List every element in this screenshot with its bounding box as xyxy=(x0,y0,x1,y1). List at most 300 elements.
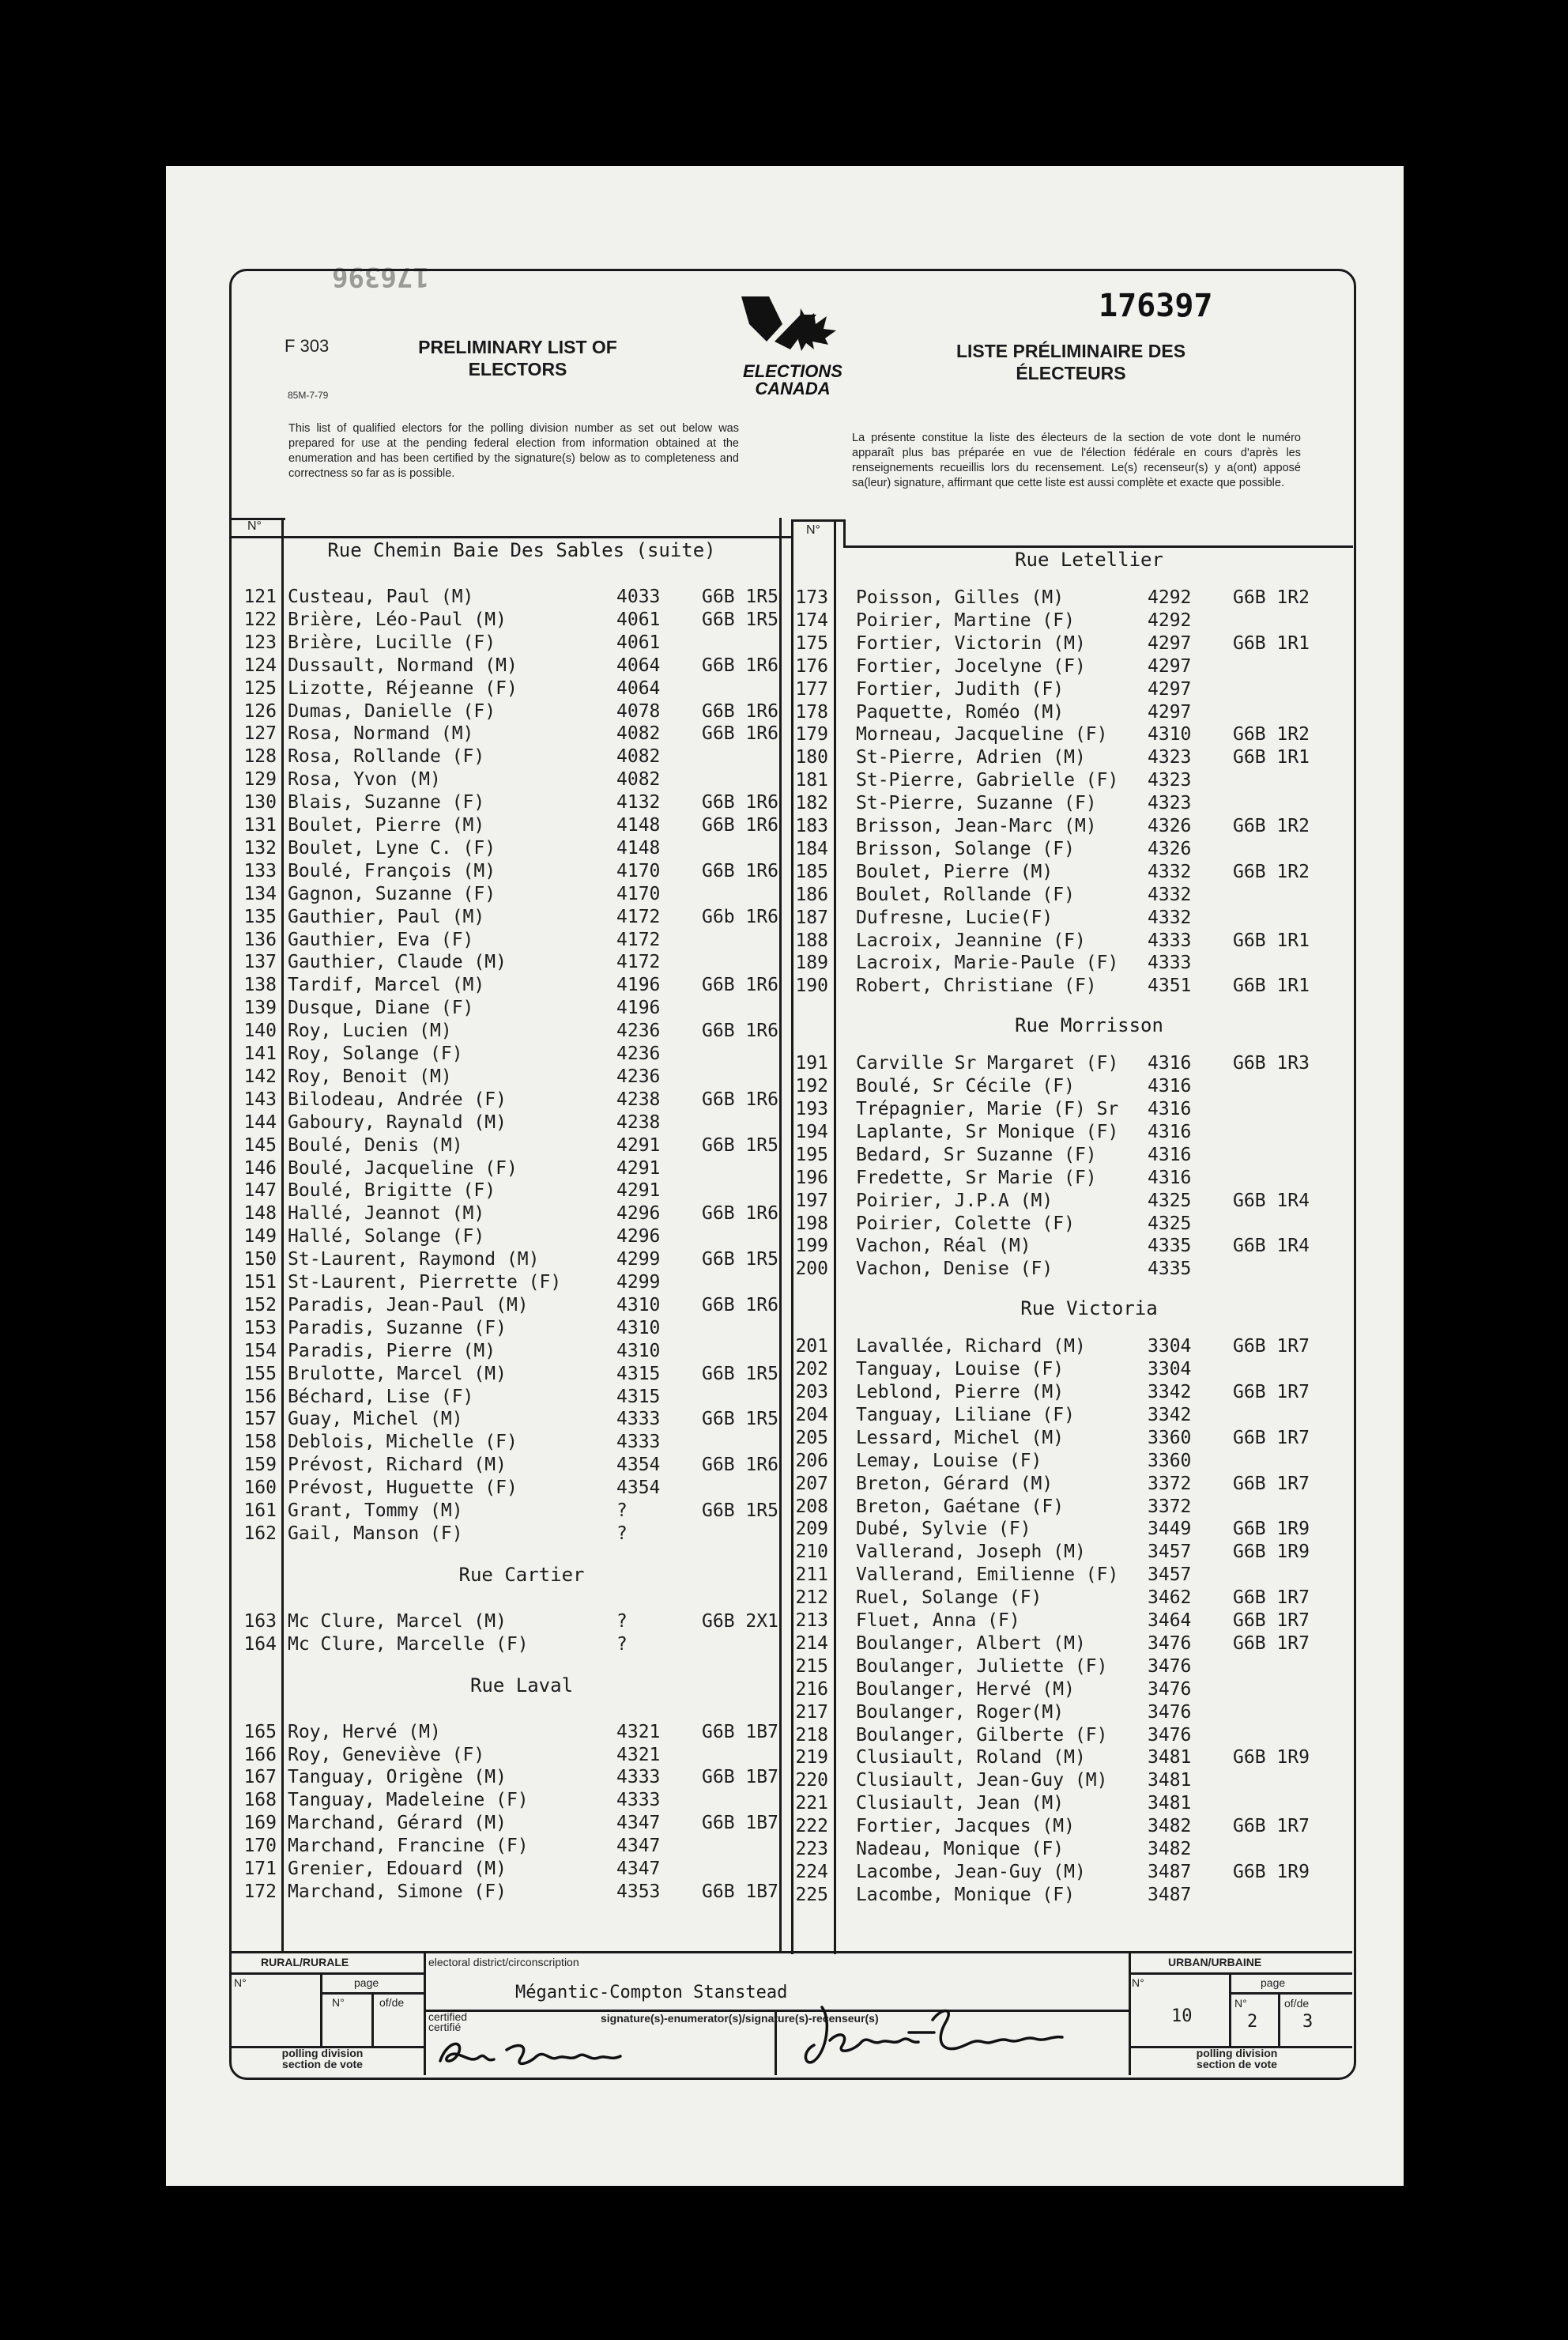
elector-address: 4323 xyxy=(1148,793,1192,814)
svg-text:ELECTIONS: ELECTIONS xyxy=(743,361,842,381)
elector-postal-code: G6B 1R3 xyxy=(1233,1053,1310,1074)
elector-name: Dumas, Danielle (F) xyxy=(288,700,496,722)
elector-address: 3462 xyxy=(1148,1587,1192,1609)
elector-postal-code: G6B 1R6 xyxy=(702,1455,778,1476)
elector-name: Gauthier, Eva (F) xyxy=(288,929,474,950)
elector-address: 4353 xyxy=(616,1881,661,1902)
elector-name: St-Laurent, Pierrette (F) xyxy=(288,1272,562,1293)
elector-name: Brière, Lucille (F) xyxy=(288,632,496,653)
elector-postal-code: G6B 1R6 xyxy=(702,792,778,813)
elector-name: Fluet, Anna (F) xyxy=(856,1610,1020,1631)
elector-number: 145 xyxy=(243,1134,277,1156)
elector-name: Marchand, Francine (F) xyxy=(288,1836,529,1857)
elector-name: Brisson, Jean-Marc (M) xyxy=(856,816,1097,836)
elector-address: 4292 xyxy=(1148,587,1192,608)
elector-number: 212 xyxy=(795,1587,828,1609)
elector-name: Breton, Gérard (M) xyxy=(856,1473,1054,1494)
elector-row xyxy=(0,816,1568,838)
elector-name: Dussault, Normand (M) xyxy=(288,655,518,676)
elector-row xyxy=(0,656,1568,678)
title-english: PRELIMINARY LIST OF ELECTORS xyxy=(418,337,617,379)
elector-address: 3342 xyxy=(1148,1382,1192,1402)
title-french: LISTE PRÉLIMINAIRE DES ÉLECTEURS xyxy=(956,341,1186,383)
elector-name: Lemay, Louise (F) xyxy=(856,1450,1042,1471)
elector-number: 167 xyxy=(243,1767,277,1788)
elector-number: 133 xyxy=(243,860,277,881)
elector-name: Hallé, Jeannot (M) xyxy=(288,1203,485,1225)
elector-name: Vachon, Denise (F) xyxy=(856,1259,1054,1280)
elector-postal-code: G6B 1R5 xyxy=(702,1363,778,1384)
elector-postal-code: G6B 1R9 xyxy=(1233,1861,1310,1882)
elector-address: 4332 xyxy=(1148,884,1192,905)
elector-address: 4316 xyxy=(1148,1167,1192,1188)
elector-address: ? xyxy=(616,1633,628,1655)
elector-row xyxy=(0,1213,1568,1236)
elector-number: 124 xyxy=(243,655,277,676)
elector-name: Dusque, Diane (F) xyxy=(288,998,474,1019)
elector-name: Deblois, Michelle (F) xyxy=(288,1432,518,1453)
footer-rural-col-2 xyxy=(371,1992,374,2046)
elector-name: Brulotte, Marcel (M) xyxy=(288,1363,507,1384)
elector-row xyxy=(0,1744,1568,1769)
elector-address: 3481 xyxy=(1148,1793,1192,1814)
elector-address: 4335 xyxy=(1148,1236,1192,1257)
elector-postal-code: G6B 1R6 xyxy=(702,723,778,745)
elector-name: Grant, Tommy (M) xyxy=(288,1500,463,1521)
elector-address: 4291 xyxy=(616,1134,661,1156)
elector-postal-code: G6B 1B7 xyxy=(702,1813,778,1834)
elector-number: 166 xyxy=(243,1744,277,1765)
street-heading: Rue Cartier xyxy=(458,1563,585,1586)
footer-top-rule xyxy=(230,1951,1352,1953)
elector-address: 3360 xyxy=(1148,1450,1192,1471)
elector-number: 171 xyxy=(243,1859,277,1879)
elector-row xyxy=(0,1862,1568,1884)
elector-name: Morneau, Jacqueline (F) xyxy=(856,724,1108,745)
elector-name: Clusiault, Jean-Guy (M) xyxy=(856,1770,1108,1791)
elector-address: 4321 xyxy=(616,1721,661,1742)
elector-name: Poirier, Martine (F) xyxy=(856,610,1075,631)
elector-name: Bedard, Sr Suzanne (F) xyxy=(856,1144,1097,1165)
elector-address: 4196 xyxy=(616,975,661,996)
signature-label: signature(s)-enumerator(s)/signature(s)-recenseur(s) xyxy=(601,2012,879,2025)
urban-page-no-label: N° xyxy=(1234,1997,1247,2010)
elector-name: Lizotte, Réjeanne (F) xyxy=(288,677,518,699)
elector-postal-code: G6B 1R2 xyxy=(1233,816,1310,836)
elector-number: 138 xyxy=(243,975,277,996)
elector-name: Béchard, Lise (F) xyxy=(288,1386,474,1407)
elector-postal-code: G6B 1R5 xyxy=(702,1134,778,1156)
elector-number: 163 xyxy=(243,1610,277,1632)
elector-address: 4333 xyxy=(616,1767,661,1788)
elector-number: 157 xyxy=(243,1409,277,1430)
elector-postal-code: G6B 1R7 xyxy=(1233,1382,1310,1402)
elector-address: 4064 xyxy=(616,677,661,699)
footer-urban-rule xyxy=(1129,1972,1352,1975)
elector-number: 179 xyxy=(795,724,828,745)
footer-urban-page-rule xyxy=(1229,1992,1352,1995)
elector-number: 214 xyxy=(795,1632,828,1654)
elector-number: 220 xyxy=(795,1770,828,1791)
elector-name: Brière, Léo-Paul (M) xyxy=(288,609,507,630)
description-french: La présente constitue la liste des électeurs de la section de vote dont le numéro apparaît plus bas préparée en vue de l'élection fédérale en cours d'après les renseignements recueillis lors du recensement. Le(s) recenseur(s) y a(ont) apposé sa(leur) signature, affirmant que cette liste est aussi complète et exacte que possible. xyxy=(852,432,1301,489)
elector-name: Lessard, Michel (M) xyxy=(856,1427,1065,1448)
elector-postal-code: G6B 1R9 xyxy=(1233,1542,1310,1563)
elector-number: 164 xyxy=(243,1633,277,1655)
elector-number: 178 xyxy=(795,701,828,723)
rural-no-label: N° xyxy=(234,1976,247,1989)
elector-name: Gagnon, Suzanne (F) xyxy=(288,883,496,904)
elector-name: Lacombe, Monique (F) xyxy=(856,1884,1075,1905)
urban-no-label: N° xyxy=(1132,1976,1144,1989)
elector-row xyxy=(0,1099,1568,1121)
elector-number: 222 xyxy=(795,1816,828,1837)
elector-number: 211 xyxy=(795,1564,828,1586)
elector-name: Robert, Christiane (F) xyxy=(856,976,1097,997)
street-heading: Rue Victoria xyxy=(1020,1297,1158,1320)
elector-number: 208 xyxy=(795,1496,828,1517)
elector-name: Gaboury, Raynald (M) xyxy=(288,1112,507,1133)
elector-number: 176 xyxy=(795,655,828,677)
elector-name: Vallerand, Joseph (M) xyxy=(856,1542,1086,1563)
rural-of-label: of/de xyxy=(379,1996,405,2009)
elector-number: 175 xyxy=(795,632,828,654)
street-heading: Rue Morrisson xyxy=(1015,1014,1163,1037)
elector-name: Poisson, Gilles (M) xyxy=(856,587,1065,608)
form-date: 85M-7-79 xyxy=(288,390,329,401)
rural-page-label: page xyxy=(354,1976,379,1989)
elector-address: 3476 xyxy=(1148,1655,1192,1677)
elector-address: 3457 xyxy=(1148,1542,1192,1563)
elector-row xyxy=(0,1496,1568,1519)
elector-address: 4291 xyxy=(616,1180,661,1202)
elector-row xyxy=(0,702,1568,724)
elector-name: Leblond, Pierre (M) xyxy=(856,1382,1065,1402)
elector-postal-code: G6B 1R7 xyxy=(1233,1632,1310,1654)
elector-postal-code: G6B 1R5 xyxy=(702,1500,778,1521)
elector-name: Gauthier, Claude (M) xyxy=(288,952,507,973)
elector-number: 193 xyxy=(795,1099,828,1119)
elector-number: 201 xyxy=(795,1336,828,1357)
urban-number: 10 xyxy=(1171,2006,1193,2026)
elector-name: Gail, Manson (F) xyxy=(288,1523,463,1544)
elector-number: 150 xyxy=(243,1249,277,1270)
elector-address: 4291 xyxy=(616,1157,661,1179)
elector-number: 126 xyxy=(243,700,277,722)
footer-urban-divider xyxy=(1129,1951,1131,2075)
elector-number: 183 xyxy=(795,816,828,836)
elector-number: 168 xyxy=(243,1790,277,1811)
elector-row xyxy=(0,1053,1568,1075)
elector-row xyxy=(0,724,1568,746)
elector-name: Boulanger, Juliette (F) xyxy=(856,1655,1108,1677)
elector-number: 223 xyxy=(795,1839,828,1859)
elector-address: 4315 xyxy=(616,1363,661,1384)
elector-address: 4082 xyxy=(616,769,661,791)
elector-address: 4333 xyxy=(616,1790,661,1811)
elector-number: 161 xyxy=(243,1500,277,1521)
elector-postal-code: G6B 1R2 xyxy=(1233,861,1310,882)
footer-rural-divider xyxy=(424,1951,426,2075)
elector-address: 4323 xyxy=(1148,747,1192,768)
street-heading: Rue Chemin Baie Des Sables (suite) xyxy=(327,539,716,561)
elector-number: 156 xyxy=(243,1386,277,1407)
elector-number: 130 xyxy=(243,792,277,813)
elector-address: 4316 xyxy=(1148,1076,1192,1097)
elector-name: St-Pierre, Adrien (M) xyxy=(856,747,1086,768)
elector-number: 218 xyxy=(795,1724,828,1746)
rural-polling-label: polling division section de vote xyxy=(281,2047,364,2070)
elector-number: 191 xyxy=(795,1053,828,1074)
elector-address: 3487 xyxy=(1148,1861,1192,1882)
elector-number: 190 xyxy=(795,976,828,997)
elector-row xyxy=(0,1885,1568,1907)
street-heading: Rue Laval xyxy=(469,1674,574,1696)
elector-name: Tardif, Marcel (M) xyxy=(288,975,485,996)
elector-row xyxy=(0,1725,1568,1747)
elector-row xyxy=(0,1793,1568,1815)
elector-number: 192 xyxy=(795,1076,828,1097)
elector-address: 3481 xyxy=(1148,1770,1192,1791)
elector-name: Fortier, Jacques (M) xyxy=(856,1816,1075,1837)
elector-number: 202 xyxy=(795,1359,828,1380)
footer-rural-page-rule xyxy=(320,1992,424,1995)
elector-number: 199 xyxy=(795,1236,828,1257)
elector-address: 4082 xyxy=(616,746,661,768)
elector-address: 3304 xyxy=(1148,1336,1192,1357)
elector-row xyxy=(0,1336,1568,1358)
elector-row xyxy=(0,610,1568,632)
elector-address: 4333 xyxy=(1148,953,1192,974)
elector-name: St-Pierre, Gabrielle (F) xyxy=(856,770,1119,791)
elector-row xyxy=(0,930,1568,953)
elector-address: 4347 xyxy=(616,1836,661,1857)
elector-number: 129 xyxy=(243,769,277,791)
elector-postal-code: G6B 1R2 xyxy=(1233,724,1310,745)
elector-row xyxy=(0,1259,1568,1281)
elector-address: 4316 xyxy=(1148,1144,1192,1165)
elector-number: 177 xyxy=(795,678,828,700)
serial-number: 176397 xyxy=(1099,288,1213,324)
elector-number: 123 xyxy=(243,632,277,653)
elector-name: Prévost, Richard (M) xyxy=(288,1455,507,1476)
elector-number: 194 xyxy=(795,1121,828,1142)
no-column-header-left: N° xyxy=(247,519,262,533)
elector-postal-code: G6B 1R5 xyxy=(702,609,778,630)
elector-name: Mc Clure, Marcel (M) xyxy=(288,1610,507,1632)
footer-urban-col-2 xyxy=(1278,1992,1280,2046)
elector-name: Ruel, Solange (F) xyxy=(856,1587,1042,1609)
elections-canada-logo xyxy=(726,292,860,399)
elector-name: Roy, Geneviève (F) xyxy=(288,1744,485,1765)
elector-number: 224 xyxy=(795,1861,828,1882)
elector-row xyxy=(0,1404,1568,1430)
elector-row xyxy=(0,1610,1568,1632)
elector-address: 3360 xyxy=(1148,1427,1192,1448)
elector-address: 4148 xyxy=(616,837,661,859)
elector-name: Rosa, Yvon (M) xyxy=(288,769,441,791)
elector-name: Fortier, Jocelyne (F) xyxy=(856,655,1086,677)
elector-address: 4333 xyxy=(616,1432,661,1453)
elector-number: 221 xyxy=(795,1793,828,1814)
elector-number: 215 xyxy=(795,1655,828,1677)
elector-name: Boulanger, Gilberte (F) xyxy=(856,1724,1108,1746)
elector-row xyxy=(0,633,1568,655)
elector-name: Fortier, Judith (F) xyxy=(856,678,1065,700)
elector-postal-code: G6B 1R7 xyxy=(1233,1336,1310,1357)
elector-row xyxy=(0,998,1568,1020)
elector-name: St-Laurent, Raymond (M) xyxy=(288,1249,540,1270)
elector-number: 188 xyxy=(795,930,828,951)
elector-number: 122 xyxy=(243,609,277,630)
elector-row xyxy=(0,1382,1568,1404)
elector-name: Grenier, Edouard (M) xyxy=(288,1859,507,1879)
elector-name: Fredette, Sr Marie (F) xyxy=(856,1167,1097,1188)
elector-name: Boulet, Pierre (M) xyxy=(288,815,485,836)
elector-row xyxy=(0,908,1568,930)
elector-name: Boulé, Denis (M) xyxy=(288,1134,463,1156)
elector-number: 213 xyxy=(795,1610,828,1631)
elector-address: 4310 xyxy=(616,1317,661,1338)
elector-number: 217 xyxy=(795,1701,828,1723)
elector-row xyxy=(0,793,1568,815)
elector-address: 4078 xyxy=(616,700,661,722)
elector-row xyxy=(0,1294,1568,1320)
elector-name: Marchand, Simone (F) xyxy=(288,1881,507,1902)
elector-name: Brisson, Solange (F) xyxy=(856,838,1075,859)
elector-row xyxy=(0,1519,1568,1541)
elector-name: Tanguay, Madeleine (F) xyxy=(288,1790,529,1811)
elector-postal-code: G6B 1R6 xyxy=(702,815,778,836)
elector-number: 152 xyxy=(243,1294,277,1315)
elector-number: 207 xyxy=(795,1473,828,1494)
elector-address: 3372 xyxy=(1148,1496,1192,1517)
elector-number: 128 xyxy=(243,746,277,768)
elector-name: Boulet, Pierre (M) xyxy=(856,861,1054,882)
elector-address: 3476 xyxy=(1148,1701,1192,1723)
elector-row xyxy=(0,1633,1568,1655)
elector-name: Laplante, Sr Monique (F) xyxy=(856,1121,1119,1142)
elector-address: 4347 xyxy=(616,1813,661,1834)
urban-of-number: 3 xyxy=(1302,2012,1314,2032)
elector-number: 125 xyxy=(243,677,277,699)
elector-postal-code: G6B 1R5 xyxy=(702,1249,778,1270)
elector-address: 4323 xyxy=(1148,770,1192,791)
elector-address: 3476 xyxy=(1148,1678,1192,1700)
elector-row xyxy=(0,839,1568,861)
elector-name: Rosa, Normand (M) xyxy=(288,723,474,745)
elector-name: Hallé, Solange (F) xyxy=(288,1226,485,1247)
elector-address: 4170 xyxy=(616,860,661,881)
elector-name: Vallerand, Emilienne (F) xyxy=(856,1564,1119,1586)
elector-row xyxy=(0,587,1568,610)
elector-address: 4292 xyxy=(1148,610,1192,631)
elector-name: Paradis, Pierre (M) xyxy=(288,1340,496,1361)
elector-name: Dufresne, Lucie(F) xyxy=(856,907,1054,928)
elector-name: Boulé, Brigitte (F) xyxy=(288,1180,496,1202)
elector-number: 153 xyxy=(243,1317,277,1338)
elector-name: Guay, Michel (M) xyxy=(288,1409,463,1430)
elector-number: 189 xyxy=(795,953,828,974)
elector-number: 200 xyxy=(795,1259,828,1280)
right-no-column-rule-2 xyxy=(843,519,846,547)
elector-address: 4310 xyxy=(616,1294,661,1315)
certified-label: certified certifié xyxy=(428,2010,468,2033)
elector-address: 4333 xyxy=(1148,930,1192,951)
elector-row xyxy=(0,862,1568,884)
form-code: F 303 xyxy=(285,336,330,356)
elector-postal-code: G6B 1R7 xyxy=(1233,1587,1310,1609)
elector-number: 143 xyxy=(243,1089,277,1110)
elector-number: 204 xyxy=(795,1404,828,1425)
elector-name: Dubé, Sylvie (F) xyxy=(856,1519,1031,1540)
table-header-rule-right xyxy=(843,545,1353,548)
elector-postal-code: G6B 1R9 xyxy=(1233,1747,1310,1768)
elector-address: 4061 xyxy=(616,632,661,653)
elector-number: 149 xyxy=(243,1226,277,1247)
elector-address: 4033 xyxy=(616,587,661,607)
elector-number: 151 xyxy=(243,1272,277,1293)
no-column-header-right: N° xyxy=(806,523,820,537)
elector-name: Nadeau, Monique (F) xyxy=(856,1839,1065,1859)
elector-number: 140 xyxy=(243,1021,277,1042)
elector-row xyxy=(0,1427,1568,1453)
elector-address: 4316 xyxy=(1148,1053,1192,1074)
elector-row xyxy=(0,679,1568,701)
elector-row xyxy=(0,770,1568,792)
elector-postal-code: G6B 1R7 xyxy=(1233,1473,1310,1494)
elector-address: 3487 xyxy=(1148,1884,1192,1905)
elector-postal-code: G6B 1R6 xyxy=(702,1021,778,1042)
elector-name: Vachon, Réal (M) xyxy=(856,1236,1031,1257)
elector-number: 147 xyxy=(243,1180,277,1202)
elector-address: 4296 xyxy=(616,1226,661,1247)
elector-postal-code: G6B 1R6 xyxy=(702,1089,778,1110)
street-heading: Rue Letellier xyxy=(1015,549,1163,571)
elector-number: 158 xyxy=(243,1432,277,1453)
elector-address: 4236 xyxy=(616,1021,661,1042)
elector-postal-code: G6B 1R6 xyxy=(702,700,778,722)
elector-number: 197 xyxy=(795,1190,828,1211)
elector-number: 210 xyxy=(795,1542,828,1563)
elector-row xyxy=(0,1702,1568,1724)
elector-address: 4299 xyxy=(616,1272,661,1293)
elector-postal-code: G6B 1B7 xyxy=(702,1881,778,1902)
rural-page-no-label: N° xyxy=(332,1996,345,2009)
elector-address: 3304 xyxy=(1148,1359,1192,1380)
elector-row xyxy=(0,1656,1568,1678)
elector-postal-code: G6B 2X1 xyxy=(702,1610,778,1632)
district-label: electoral district/circonscription xyxy=(428,1956,579,1968)
elector-number: 142 xyxy=(243,1066,277,1087)
elector-address: 4238 xyxy=(616,1112,661,1133)
elector-postal-code: G6B 1R6 xyxy=(702,975,778,996)
elector-name: Breton, Gaétane (F) xyxy=(856,1496,1065,1517)
elector-postal-code: G6B 1R9 xyxy=(1233,1519,1310,1540)
elector-address: 3457 xyxy=(1148,1564,1192,1586)
elector-number: 206 xyxy=(795,1450,828,1471)
elector-number: 136 xyxy=(243,929,277,950)
elector-postal-code: G6B 1R4 xyxy=(1233,1236,1310,1257)
elector-address: 3464 xyxy=(1148,1610,1192,1631)
elector-address: 3342 xyxy=(1148,1404,1192,1425)
elector-name: Mc Clure, Marcelle (F) xyxy=(288,1633,529,1655)
elector-address: 4332 xyxy=(1148,907,1192,928)
mirrored-serial-number: 176396 xyxy=(332,261,429,292)
elector-name: Poirier, J.P.A (M) xyxy=(856,1190,1054,1211)
elector-name: Paradis, Suzanne (F) xyxy=(288,1317,507,1338)
elector-postal-code: G6b 1R6 xyxy=(702,906,778,927)
